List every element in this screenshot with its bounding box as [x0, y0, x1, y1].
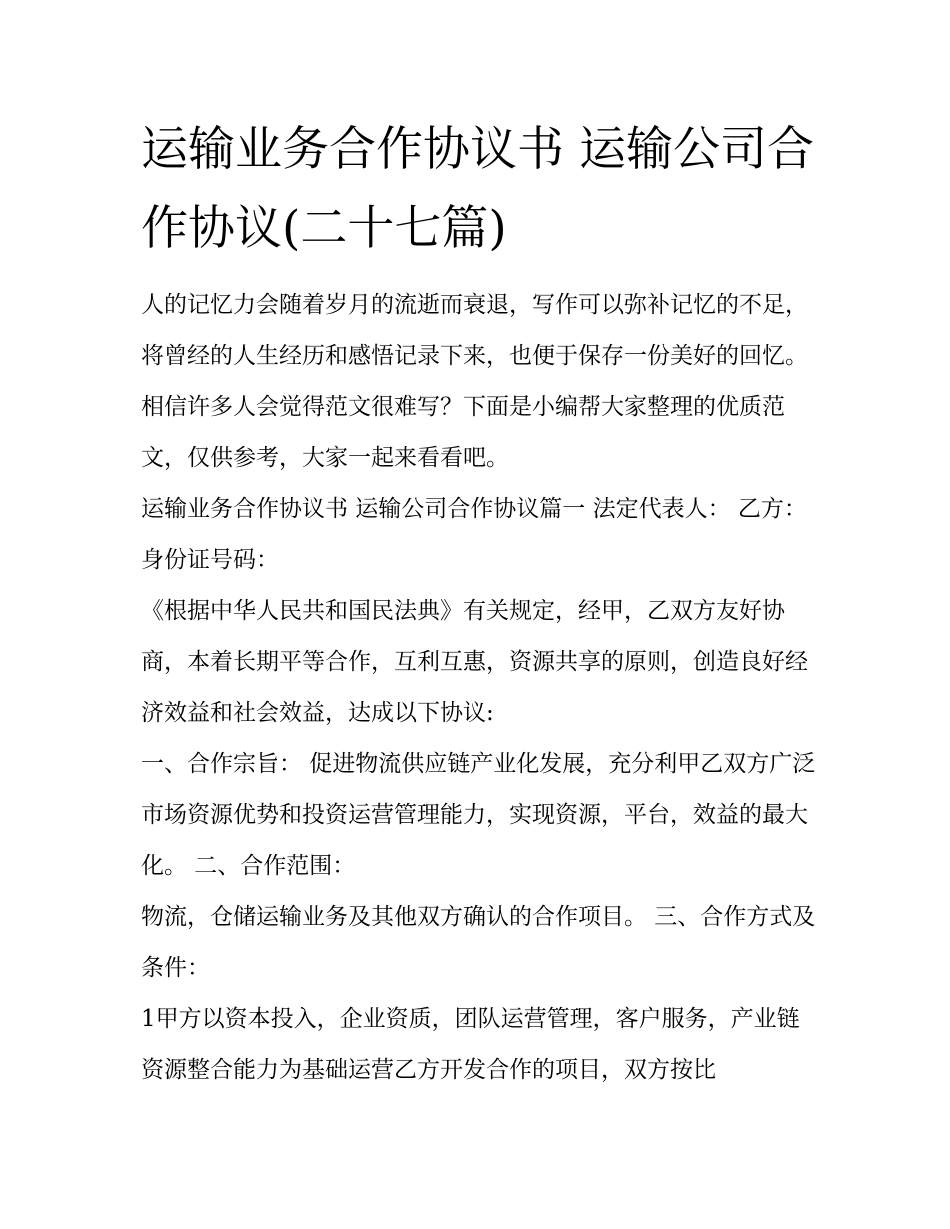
cooperation-purpose-paragraph: 一、合作宗旨： 促进物流供应链产业化发展，充分利甲乙双方广泛市场资源优势和投资运营管理能力，实现资源，平台，效益的最大化。 二、合作范围： [141, 751, 816, 879]
document-title: 运输业务合作协议书 运输公司合作协议(二十七篇) [141, 122, 814, 256]
intro-paragraph: 人的记忆力会随着岁月的流逝而衰退，写作可以弥补记忆的不足，将曾经的人生经历和感悟记录下来，也便于保存一份美好的回忆。相信许多人会觉得范文很难写？下面是小编帮大家整理的优质范文，仅供参考，大家一起来看看吧。 [141, 292, 808, 471]
cooperation-scope-paragraph: 物流，仓储运输业务及其他双方确认的合作项目。 三、合作方式及条件： [141, 904, 816, 981]
legal-basis-paragraph: 《根据中华人民共和国民法典》有关规定，经甲，乙双方友好协商，本着长期平等合作，互利互惠，资源共享的原则，创造良好经济效益和社会效益，达成以下协议: [141, 598, 808, 726]
cooperation-terms-paragraph: 1甲方以资本投入，企业资质，团队运营管理，客户服务，产业链资源整合能力为基础运营乙方开发合作的项目，双方按比 [141, 1006, 800, 1083]
agreement-heading-paragraph: 运输业务合作协议书 运输公司合作协议篇一 法定代表人： 乙方： 身份证号码： [141, 496, 807, 573]
document-body [141, 110, 817, 1096]
